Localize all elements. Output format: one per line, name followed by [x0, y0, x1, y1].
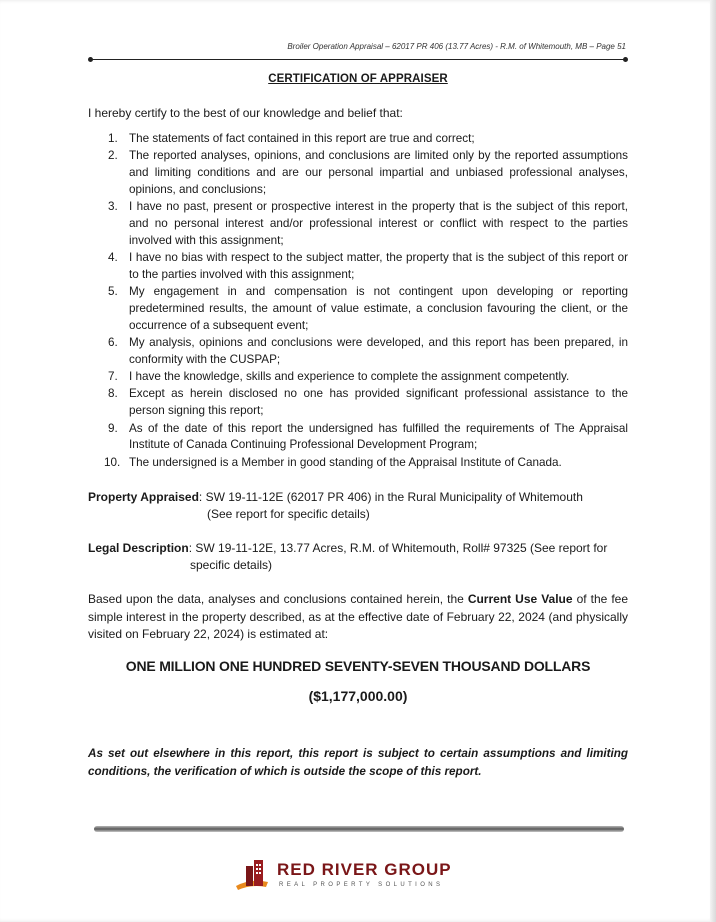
list-item [88, 284, 628, 334]
list-item [88, 250, 628, 284]
value-in-words: ONE MILLION ONE HUNDRED SEVENTY-SEVEN THOUSAND DOLLARS [125, 658, 591, 674]
page-edge-shadow [710, 0, 716, 922]
list-item-text: The undersigned is a Member in good standing of the Appraisal Institute of Canada. [129, 455, 562, 469]
list-item-text: I have the knowledge, skills and experience to complete the assignment competently. [129, 370, 570, 384]
list-item-text: I have no past, present or prospective interest in the property that is the subject of this report, and no personal interest and/or professional interest or conflict with respect to the parties involved with this assignment; [129, 200, 628, 247]
footer-rule [94, 826, 624, 832]
list-item-text: I have no bias with respect to the subject matter, the property that is the subject of this report or to the parties involved with this assignment; [129, 251, 628, 281]
list-item-text: Except as herein disclosed no one has provided significant professional assistance to the person signing this report; [129, 387, 628, 418]
property-appraised [88, 489, 628, 523]
legal-description [88, 540, 633, 574]
list-item [88, 335, 628, 369]
page-title: CERTIFICATION OF APPRAISER [268, 73, 448, 85]
list-item-number: 6. [108, 336, 118, 350]
building-logo-icon [232, 856, 272, 894]
list-item [88, 131, 628, 148]
list-item-text: The reported analyses, opinions, and conclusions are limited only by the reported assumptions and limiting conditions and are our personal impartial and unbiased professional analyses, opinions, and conclusions; [129, 149, 628, 196]
list-item [88, 455, 628, 472]
legal-description-value: : SW 19-11-12E, 13.77 Acres, R.M. of Whitemouth, Roll# 97325 (See report for [188, 541, 608, 555]
valuation-paragraph [88, 591, 628, 644]
running-header: Broiler Operation Appraisal – 62017 PR 406 (13.77 Acres) - R.M. of Whitemouth, MB – Page 51 [287, 42, 626, 51]
header-rule [90, 59, 626, 60]
list-item-text: My analysis, opinions and conclusions were developed, and this report has been prepared, in conformity with the CUSPAP; [129, 336, 628, 366]
list-item [88, 421, 628, 455]
list-item-number: 9. [108, 421, 118, 435]
list-item-number: 1. [108, 132, 118, 145]
value-amount: ($1,177,000.00) [308, 688, 408, 704]
list-item-number: 8. [108, 387, 118, 401]
list-item-number: 2. [108, 149, 118, 163]
legal-description-note: specific details) [190, 558, 273, 572]
list-item-number: 5. [108, 285, 118, 299]
property-appraised-note: (See report for specific details) [207, 507, 370, 521]
list-item [88, 199, 628, 249]
list-item [88, 148, 628, 198]
current-use-value-label: Current Use Value [467, 592, 573, 606]
legal-description-label: Legal Description [88, 541, 189, 555]
certification-list [88, 131, 628, 472]
list-item-number: 10. [104, 455, 121, 469]
list-item-text: The statements of fact contained in this report are true and correct; [129, 132, 475, 145]
assumptions-note: As set out elsewhere in this report, this report is subject to certain assumptions and limiting conditions, the verification of which is outside the scope of this report. [88, 747, 628, 778]
list-item-text: My engagement in and compensation is not contingent upon developing or reporting predetermined results, the amount of value estimate, a conclusion favouring the client, or the occurrence of a subsequent event; [129, 285, 628, 332]
intro-text: I hereby certify to the best of our knowledge and belief that: [88, 106, 403, 120]
logo-tagline: REAL PROPERTY SOLUTIONS [279, 882, 444, 888]
list-item [88, 386, 628, 420]
list-item-number: 7. [108, 370, 118, 384]
property-appraised-value: : SW 19-11-12E (62017 PR 406) in the Rural Municipality of Whitemouth [198, 490, 583, 504]
list-item-number: 4. [108, 251, 118, 265]
logo-name: RED RIVER GROUP [277, 860, 452, 879]
list-item-number: 3. [108, 200, 118, 214]
list-item-text: As of the date of this report the undersigned has fulfilled the requirements of The Appraisal Institute of Canada Continuing Professional Development Program; [129, 421, 628, 452]
valuation-text-pre: Based upon the data, analyses and conclusions contained herein, the [88, 592, 468, 606]
valuation-text-post: of the fee simple interest in the property described, as at the effective date of February 22, 2024 (and physically visited on February 22, 2024) is estimated at: [88, 592, 628, 641]
property-appraised-label: Property Appraised [88, 490, 199, 504]
company-logo [232, 856, 472, 896]
list-item [88, 369, 628, 386]
